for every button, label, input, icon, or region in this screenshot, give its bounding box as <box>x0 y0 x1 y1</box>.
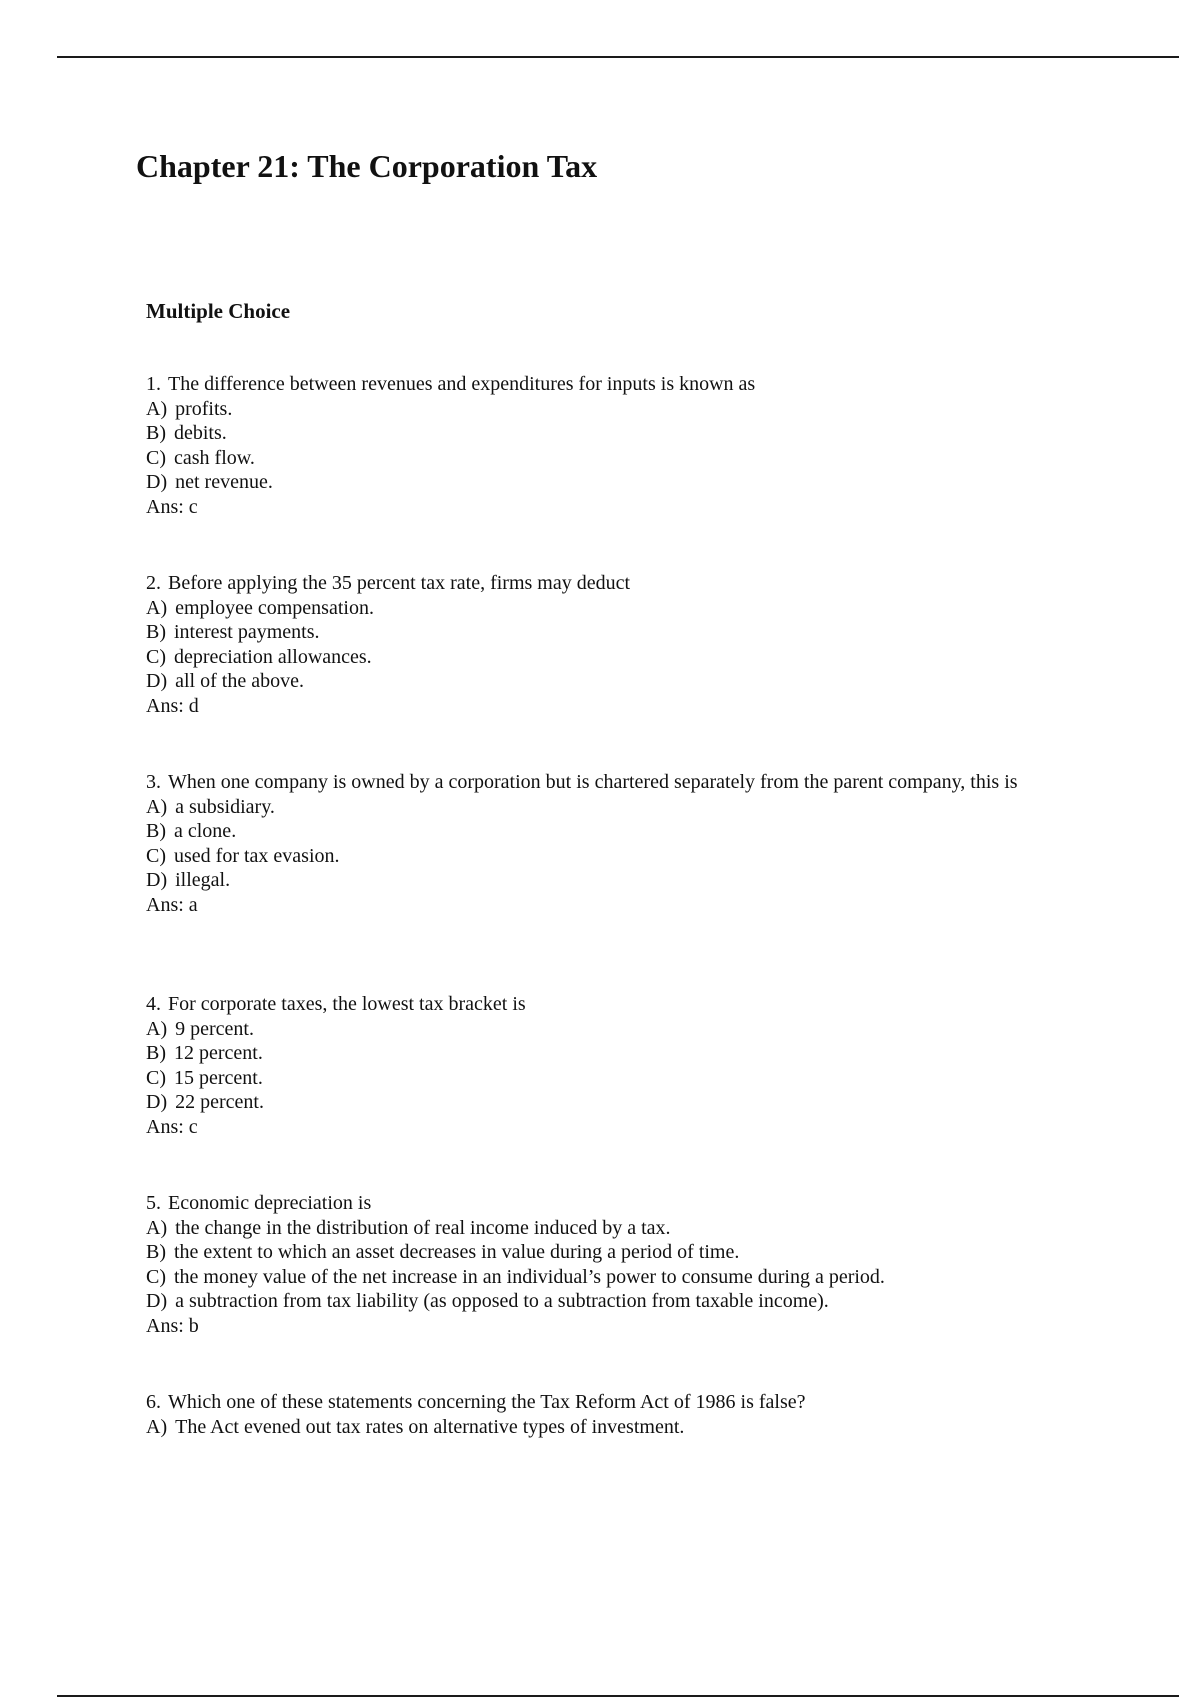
option-d <box>146 1289 1076 1314</box>
answer-key: Ans: c <box>146 1115 198 1138</box>
option-text: a subtraction from tax liability (as opposed to a subtraction from taxable income). <box>175 1290 829 1312</box>
option-text: profits. <box>175 397 233 420</box>
question-stem <box>146 1390 1076 1415</box>
option-a <box>146 1017 1076 1042</box>
question-text: For corporate taxes, the lowest tax bracket is <box>168 993 526 1015</box>
bottom-rule <box>57 1695 1179 1697</box>
answer-key: Ans: d <box>146 694 199 717</box>
question-number: 4. <box>146 993 161 1015</box>
option-text: used for tax evasion. <box>174 844 340 867</box>
section-title: Multiple Choice <box>146 299 291 323</box>
option-a <box>146 795 1076 820</box>
question-stem <box>146 992 1076 1017</box>
option-text: the money value of the net increase in an individual’s power to consume during a period. <box>174 1265 885 1288</box>
option-text: 22 percent. <box>175 1091 264 1113</box>
option-b <box>146 421 1076 446</box>
option-text: illegal. <box>175 869 231 891</box>
option-text: interest payments. <box>174 621 320 643</box>
option-a <box>146 596 1076 621</box>
option-letter: A) <box>146 795 168 818</box>
question-stem <box>146 1191 1076 1216</box>
question-2 <box>146 571 1076 718</box>
option-letter: A) <box>146 596 168 619</box>
option-text: 12 percent. <box>174 1042 263 1064</box>
option-text: the extent to which an asset decreases in value during a period of time. <box>174 1241 740 1263</box>
option-letter: A) <box>146 397 168 420</box>
option-letter: B) <box>146 1042 166 1064</box>
option-letter: C) <box>146 645 166 668</box>
option-text: a clone. <box>174 820 237 842</box>
question-text: The difference between revenues and expenditures for inputs is known as <box>168 373 756 395</box>
question-number: 1. <box>146 373 161 395</box>
answer-key: Ans: b <box>146 1314 199 1337</box>
option-c <box>146 645 1076 670</box>
option-letter: B) <box>146 422 166 444</box>
option-letter: D) <box>146 1091 168 1113</box>
option-d <box>146 868 1076 893</box>
option-text: the change in the distribution of real income induced by a tax. <box>175 1216 671 1239</box>
question-text: Economic depreciation is <box>168 1192 372 1214</box>
option-c <box>146 446 1076 471</box>
option-text: all of the above. <box>175 670 304 692</box>
answer-key: Ans: c <box>146 495 198 518</box>
option-letter: D) <box>146 670 168 692</box>
option-letter: D) <box>146 869 168 891</box>
question-text: When one company is owned by a corporation but is chartered separately from the parent company, this is <box>168 771 1018 793</box>
option-letter: D) <box>146 1290 168 1312</box>
option-letter: B) <box>146 820 166 842</box>
question-6 <box>146 1390 1076 1439</box>
question-3 <box>146 770 1076 917</box>
option-letter: D) <box>146 471 168 493</box>
top-rule <box>57 56 1179 58</box>
option-d <box>146 1090 1076 1115</box>
question-number: 2. <box>146 572 161 594</box>
option-b <box>146 1240 1076 1265</box>
question-number: 5. <box>146 1192 161 1214</box>
option-letter: C) <box>146 446 166 469</box>
question-stem <box>146 770 1076 795</box>
option-b <box>146 1041 1076 1066</box>
question-4 <box>146 992 1076 1139</box>
option-text: debits. <box>174 422 227 444</box>
option-a <box>146 1415 1076 1440</box>
question-number: 6. <box>146 1391 161 1413</box>
option-c <box>146 1265 1076 1290</box>
option-text: depreciation allowances. <box>174 645 372 668</box>
option-b <box>146 620 1076 645</box>
question-number: 3. <box>146 771 161 793</box>
option-text: 15 percent. <box>174 1066 263 1089</box>
option-text: employee compensation. <box>175 596 374 619</box>
option-letter: C) <box>146 844 166 867</box>
option-text: cash flow. <box>174 446 255 469</box>
option-c <box>146 1066 1076 1091</box>
option-text: net revenue. <box>175 471 273 493</box>
option-a <box>146 397 1076 422</box>
option-letter: A) <box>146 1017 168 1040</box>
question-5 <box>146 1191 1076 1338</box>
option-text: 9 percent. <box>175 1017 254 1040</box>
option-c <box>146 844 1076 869</box>
option-b <box>146 819 1076 844</box>
option-text: The Act evened out tax rates on alternative types of investment. <box>175 1415 685 1438</box>
chapter-title: Chapter 21: The Corporation Tax <box>136 148 598 184</box>
question-stem <box>146 372 1076 397</box>
question-1 <box>146 372 1076 519</box>
answer-key: Ans: a <box>146 893 198 916</box>
option-letter: A) <box>146 1216 168 1239</box>
option-letter: B) <box>146 621 166 643</box>
option-d <box>146 669 1076 694</box>
option-d <box>146 470 1076 495</box>
option-a <box>146 1216 1076 1241</box>
question-stem <box>146 571 1076 596</box>
option-letter: A) <box>146 1415 168 1438</box>
question-text: Before applying the 35 percent tax rate, firms may deduct <box>168 572 631 594</box>
option-letter: C) <box>146 1066 166 1089</box>
question-text: Which one of these statements concerning the Tax Reform Act of 1986 is false? <box>168 1391 806 1413</box>
option-letter: B) <box>146 1241 166 1263</box>
option-text: a subsidiary. <box>175 795 275 818</box>
option-letter: C) <box>146 1265 166 1288</box>
